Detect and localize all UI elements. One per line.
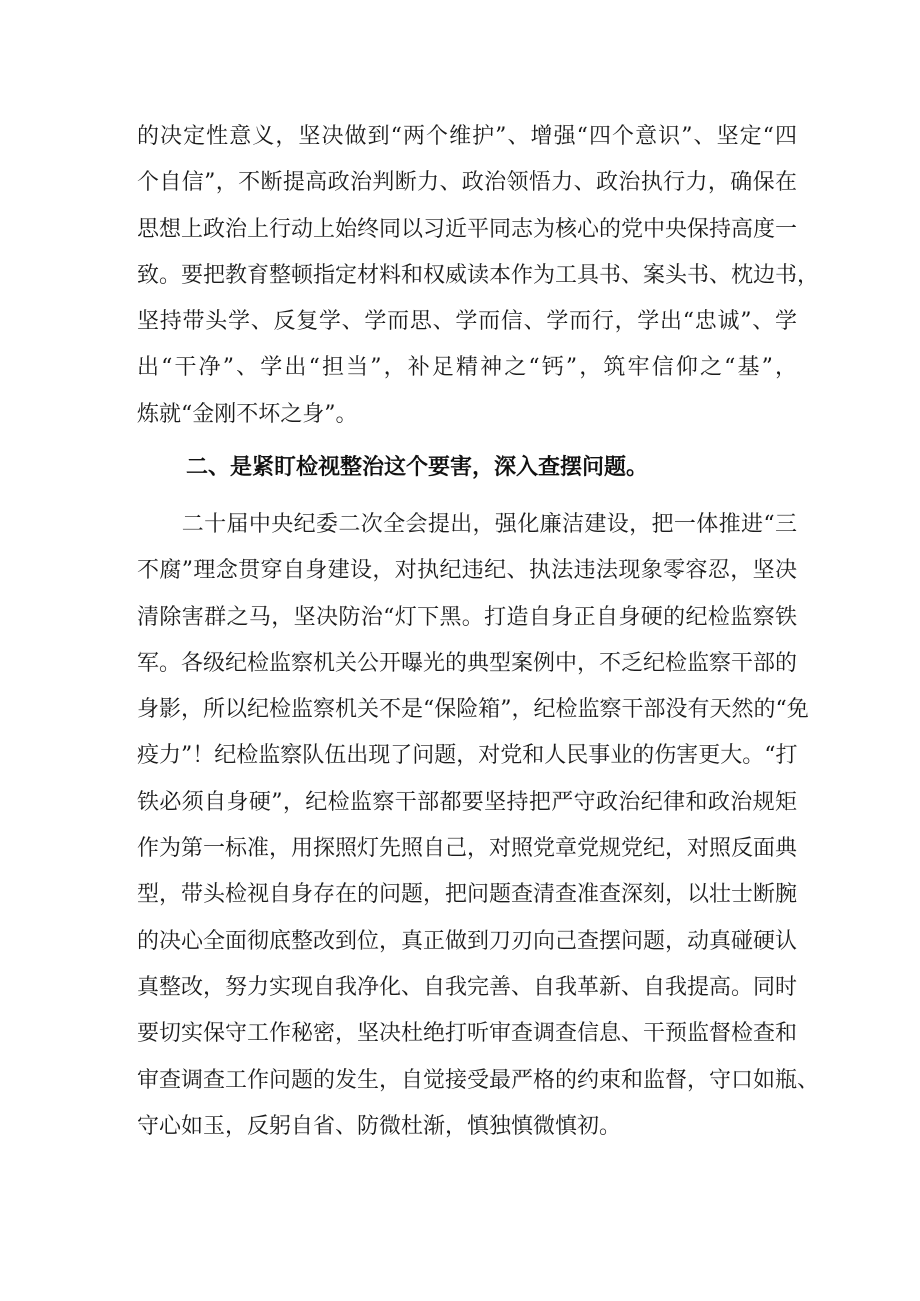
paragraph-line: 审查调查工作问题的发生，自觉接受最严格的约束和监督，守口如瓶、 bbox=[137, 1067, 820, 1093]
paragraph-line: 出“干净”、学出“担当”，补足精神之“钙”，筑牢信仰之“基”， bbox=[137, 355, 797, 381]
paragraph-line: 身影，所以纪检监察机关不是“保险箱”，纪检监察干部没有天然的“免 bbox=[137, 697, 809, 723]
paragraph-line: 思想上政治上行动上始终同以习近平同志为核心的党中央保持高度一 bbox=[137, 216, 798, 242]
paragraph-line: 军。各级纪检监察机关公开曝光的典型案例中，不乏纪检监察干部的 bbox=[137, 650, 798, 676]
paragraph-line: 致。要把教育整顿指定材料和权威读本作为工具书、案头书、枕边书， bbox=[137, 262, 820, 288]
paragraph-line: 的决定性意义，坚决做到“两个维护”、增强“四个意识”、坚定“四 bbox=[137, 124, 797, 149]
paragraph-line: 炼就“金刚不坏之身”。 bbox=[137, 401, 358, 427]
paragraph-line: 清除害群之马，坚决防治“灯下黑。打造自身正自身硬的纪检监察铁 bbox=[137, 604, 797, 630]
paragraph-1 bbox=[137, 114, 820, 438]
paragraph-line: 型，带头检视自身存在的问题，把问题查清查准查深刻，以壮士断腕 bbox=[137, 882, 798, 908]
paragraph-line: 不腐”理念贯穿自身建设，对执纪违纪、执法违法现象零容忍，坚决 bbox=[137, 558, 797, 584]
section-heading: 二、是紧盯检视整治这个要害，深入查摆问题。 bbox=[186, 455, 649, 480]
paragraph-line: 作为第一标准，用探照灯先照自己，对照党章党规党纪，对照反面典 bbox=[137, 836, 798, 862]
paragraph-line: 的决心全面彻底整改到位，真正做到刀刃向己查摆问题，动真碰硬认 bbox=[137, 928, 798, 954]
paragraph-line: 二十届中央纪委二次全会提出，强化廉洁建设，把一体推进“三 bbox=[137, 512, 797, 537]
paragraph-line: 要切实保守工作秘密，坚决杜绝打听审查调查信息、干预监督检查和 bbox=[137, 1021, 798, 1047]
paragraph-2 bbox=[137, 502, 820, 1150]
paragraph-line: 坚持带头学、反复学、学而思、学而信、学而行，学出“忠诚”、学 bbox=[137, 309, 797, 335]
paragraph-line: 守心如玉，反躬自省、防微杜渐，慎独慎微慎初。 bbox=[137, 1113, 622, 1139]
paragraph-line: 真整改，努力实现自我净化、自我完善、自我革新、自我提高。同时 bbox=[137, 974, 798, 1000]
paragraph-line: 铁必须自身硬”，纪检监察干部都要坚持把严守政治纪律和政治规矩 bbox=[137, 789, 797, 815]
paragraph-line: 个自信”，不断提高政治判断力、政治领悟力、政治执行力，确保在 bbox=[137, 170, 797, 196]
paragraph-line: 疫力”！纪检监察队伍出现了问题，对党和人民事业的伤害更大。“打 bbox=[137, 743, 798, 769]
